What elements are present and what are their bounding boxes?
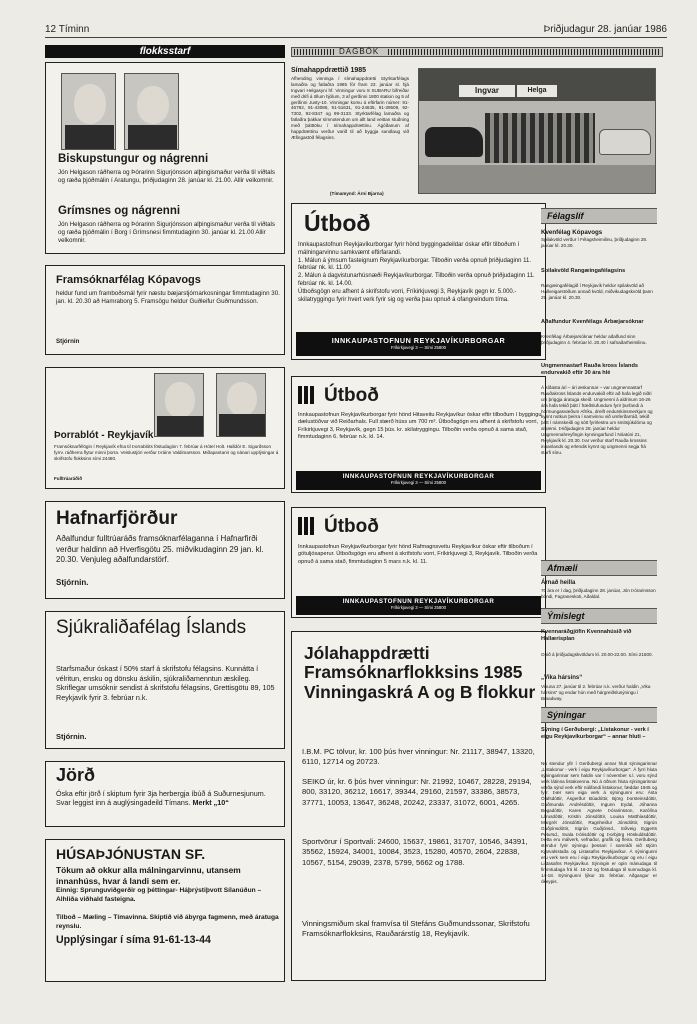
notice-husathjonustan (45, 839, 285, 982)
notice-signature: Stjórnin. (56, 578, 89, 587)
ad-body: Innkaupastofnun Reykjavíkurborgar fyrir hönd byggingadeildar óskar eftir tilboðum í málningarvinnu samkvæmt eftirfarandi. 1. Málun á ýmsum fasteignum Reykjavíkurborgar. Tilboðin verða opnuð þriðjudaginn 11. febrúar nk. kl. 11.00 2. Málun á dagvistunarhúsnæði Reykjavíkurborgar. Tilboðin verða opnuð þriðjudaginn 11. febrúar nk. kl. 14.00. Útboðsgögn eru afhent á skrifstofu vorri, Fríkirkjuvegi 3, Reykjavík gegn kr. 5.000.- skilatryggingu fyrir hvert verk fyrir sig og verða þau opnuð á ofangreindum tíma. (298, 242, 535, 303)
item-body: Nú stendur yfir í Gerðubergi annar hluti sýningarinnar „Listakonur - verk í eigu Reykjavíkurborgar“. Á fyrri hluta sýningarinnar sem haldin var í nóvember s.l. voru sýnd verk látinna listakvenna. Nú á öðrum hluta sýningarinnar verða sýnd verk eftir núlifandi listakonur, fæddar 1945 og fyrr. Þær sem eiga verk á sýningunni eru: Ásta Ólafsdóttir, Ásgerður Búadóttir, Björg Þorsteinsdóttir, Guðmunda Andrésdóttir, Ingunn Eydal, Jóhanna Bogadóttir, Karen Agnete Þórarinsson, Karólína Lárusdóttir, Kristín Jónsdóttir, Louisa Matthíasdóttir, Margrét Jónsdóttir, Ragnheiður Jónsdóttir, Sigrún Guðjónsdóttir, Sigrún Guðjónsd., Sólveig Eggerts Pétursd., Svala Þórisdóttir og Þorbjörg Höskuldsdóttir. Þetta eru málverk, vefnaður, grafík og fleira. Gerðuberg stendur fyrir sýningu þessari í samráði við stjórn Kjarvalsstaða og Listasafns Reykjavíkur. Á sýningunni eru verk sem eru í eigu Reykjavíkurborgar og eru í eigu Listasafns Reykjavíkur. Sýningin er opin mánudaga til fimmtudaga frá kl. 16-22 og föstudaga til sunnudaga kl. 14-18. Sýningunni lýkur 15. febrúar. Aðgangur er ókeypis. (541, 761, 657, 884)
car-shape (599, 129, 651, 155)
item-title: Árnað heilla (541, 580, 576, 586)
portrait-photo (216, 373, 266, 437)
notice-body: Aðalfundur fulltrúaráðs framsóknarfélaganna í Hafnarfirði verður haldinn að Hverfisgötu 25. miðvikudaginn 29 jan. kl. 20.30. Venjuleg aðalfundarstörf. (56, 534, 264, 565)
notice-sjukralidafelag (45, 611, 285, 749)
notice-title: HÚSAÞJÓNUSTAN SF. (56, 846, 206, 862)
flokksstarf-banner: flokksstarf (45, 45, 285, 58)
notice-thorrablot (45, 367, 285, 489)
item-title: Ungmennastarf Rauða kross Íslands endurvakið eftir 30 ára hlé (541, 363, 638, 376)
notice-body: Tökum að okkur alla málningarvinnu, utansem innanhúss, hvar á landi sem er. (56, 865, 241, 886)
item-body: Spilakvöld verður í Félagsheimilinu, þriðjudaginn 28. janúar kl. 20.30. (541, 237, 648, 248)
section-felagslif: Félagslíf (541, 208, 657, 224)
notice-body: Starfsmaður óskast í 50% starf á skrifstofu félagsins. Kunnátta í vélritun, ensku og dönsku áskilin, sjúkraliðamenntun æskileg. Skriflegar umsóknir sendist á skrifstofu félagsins, Grettisgötu 89, 105 Reykjavík fyrir 3. febrúar n.k. (56, 664, 275, 702)
item-body: Kvenfélag Árbæjarsóknar heldur aðalfund sinn þriðjudaginn 4. febrúar kl. 20.40 í safnaðarheimilinu. (541, 334, 647, 345)
prize-seiko: SEIKO úr, kr. 6 þús hver vinningur: Nr. 21992, 10467, 28228, 29194, 800, 33120, 36212, 16617, 39344, 29160, 21597, 33386, 38573, 37771, 10053, 13647, 36248, 20242, 23337, 31072, 6001, 4265. (302, 777, 532, 807)
dealer-sign: Helga (517, 85, 557, 97)
ad-body: Innkaupastofnun Reykjavíkurborgar fyrir hönd Rafmagnsveitu Reykjavíkur óskar eftir tilboðum í götuljósaperur. Útboðsgögn eru afhent á skrifstofu vorri, Fríkirkjuvegi 3, Reykjavík. Tilboðin verða opnuð á sama stað, fimmtudaginn 5 mars n.k. kl. 11. (298, 544, 538, 565)
notice-phone: Upplýsingar í síma 91-61-13-44 (56, 934, 211, 946)
notice-lines: Tilboð – Mæling – Tímavinna. Skiptið við ábyrga fagmenn, með áratuga reynslu. (56, 914, 279, 930)
notice-body: Jón Helgason ráðherra og Þórarinn Sigurjónsson alþingismaður verða til viðtals og ræða þjóðmálin í Aratungu, þriðjudaginn 28. janúar kl. 21.00. Allir velkomnir. (58, 169, 276, 185)
portrait-photo (61, 73, 116, 150)
notice-title: Jörð (56, 765, 96, 785)
issue-date: Þriðjudagur 28. janúar 1986 (543, 24, 667, 35)
car-shape (425, 127, 483, 157)
prize-ibm: I.B.M. PC tölvur, kr. 100 þús hver vinningur: Nr. 21117, 38947, 13320, 6110, 12714 og 20723. (302, 747, 535, 767)
section-afmaeli: Afmæli (541, 560, 657, 576)
reykjavik-crest-icon (298, 514, 320, 538)
people-group (485, 113, 595, 163)
notice-jord (45, 761, 285, 827)
innkaupastofnun-bar: INNKAUPASTOFNUN REYKJAVÍKURBORGAR Fríkirkjuvegi 3 — Sími 25800 (296, 596, 541, 615)
item-title: Sýning í Gerðubergi: „Listakonur - verk í eigu Reykjavíkurborgar“ – annar hluti – (541, 727, 649, 740)
notice-body: Framsóknarfélögin í Reykjavík efna til Þorrablóts föstudaginn 7. febrúar á Hótel Holt. Halldór E. Sigurðsson fyrrv. ráðherra flytur minni þorra. Veislustjóri verður Þráinn Valdimarsson. Miðapantanir og nánari upplýsingar á skrifstofu flokksins sími 24480. (54, 444, 279, 461)
suit-shape (128, 125, 177, 149)
car-dealership-photo (418, 68, 656, 194)
item-title: Kvennaráðgjöfin Kvennahúsið við Hallærisplan (541, 629, 632, 642)
jolahappdraetti-ad (291, 631, 546, 981)
header-rule (45, 37, 667, 38)
section-ymislegt: Ýmislegt (541, 608, 657, 624)
innkaupastofnun-bar: INNKAUPASTOFNUN REYKJAVÍKURBORGAR Fríkirkjuvegi 3 — Sími 25800 (296, 332, 541, 356)
ad-title: Útboð (324, 516, 379, 537)
ad-title: Jólahappdrætti Framsóknarflokksins 1985 Vinningaskrá A og B flokkur (304, 643, 536, 702)
notice-extra: Einnig: Sprunguviðgerðir og þéttingar- Háþrýstiþvott Sílanúðun – Alhliða viðhald fasteigna. (56, 887, 262, 903)
notice-title: Sjúkraliðafélag Íslands (56, 617, 247, 638)
utbod-ad-malningarvinna (291, 203, 546, 360)
prize-sportvorur: Sportvörur í Sportvali: 24600, 15637, 19861, 31707, 10546, 34391, 35562, 15924, 34001, 10084, 3523, 15280, 40570, 2604, 22838, 10567, 5154, 29039, 2378, 5799, 5662 og 1788. (302, 837, 528, 867)
utbod-ad-gotuljosaperur (291, 507, 546, 618)
innkaupastofnun-bar: INNKAUPASTOFNUN REYKJAVÍKURBORGAR Fríkirkjuvegi 3 — Sími 25800 (296, 471, 541, 490)
notice-title: Grímsnes og nágrenni (58, 205, 181, 217)
suit-shape (219, 414, 265, 436)
item-body: Opið á þriðjudagskvöldum kl. 20.00-22.00. Sími 21500. (541, 652, 653, 657)
notice-body: heldur fund um framboðsmál fyrir næstu bæjarstjórnarkosningar fimmtudaginn 30. jan. kl. 20.30 að Hamraborg 5. Framsögu heldur Guðleifur Guðmundsson. (56, 290, 280, 306)
simahappdraetti-body: Afhending vinninga í símahappdrætti Styrktarfélags lamaðra og fatlaðra 1985 fór fram 23. janúar sl. hjá Ingvari Helgasyni hf. Vinningur voru 8 SUBARU bifreiðar með drifi á öllum hjólum, 3 af gerðinni 1800 station og 5 af gerðinni Justy-10. Vinningar komu á eftirfarin númer: 91-46792, 91-43086, 91-51631, 91-24635, 91-39509, 92-7302, 92-8347 og 99-3133. Styrktarfélag lamaðra og fatlaðra þakkar símnotendum um allt land veittan stuðning með þátttöku í símahappdrættinu. Ágóðanum af happdrættinu verður varið til að byggja sundlaug við Æfingastöð félagsins. (291, 76, 409, 140)
dagbok-title: DAGBÓK (339, 47, 380, 56)
notice-title: Þorrablót - Reykjavík (54, 430, 154, 441)
portrait-photo (154, 373, 204, 437)
suit-shape (65, 125, 114, 149)
section-syningar: Sýningar (541, 707, 657, 723)
ad-title: Útboð (304, 210, 371, 236)
prize-instructions: Vinningsmiðum skal framvísa til Stefáns Guðmundssonar, Skrifstofu Framsóknarflokksins, Rauðarárstíg 18, Reykjavík. (302, 919, 530, 939)
notice-biskupstungur (45, 62, 285, 254)
notice-hafnarfjordur (45, 501, 285, 599)
item-title: Aðalfundur Kvenfélags Árbæjarsóknar (541, 319, 644, 325)
dealer-sign: Ingvar (459, 85, 515, 97)
reykjavik-crest-icon (298, 383, 320, 407)
item-body: Vikuna 27. janúar til 2. febrúar n.k. verður haldin „Vika hársins“ og endar hún með hárgreiðslusýningu í Broadway. (541, 684, 651, 701)
simahappdraetti-title: Símahappdrættið 1985 (291, 67, 367, 74)
page-number: 12 Tíminn (45, 24, 90, 35)
photo-credit: (Tímamynd: Árni Bjarna) (330, 191, 384, 196)
ad-body: Innkaupastofnun Reykjavíkurborgar fyrir hönd Hitaveitu Reykjavíkur óskar eftir tilboðum í byggingu dælustöðvar við Reiðarhals. Full stærð húss um 700 m³. Útboðsgögn eru afhent á skrifstofu vorri, Fríkirkjuvegi 3, Reykjavík, gegn 15 þús. kr. skilatryggingu. Tilboðin verða opnuð á sama stað, fimmtudaginn 6. febrúar n.k. kl. 14. (298, 412, 542, 440)
face-shape (137, 86, 169, 124)
item-title: Spilakvöld Rangæingafélagsins (541, 268, 626, 274)
dagbok-banner (291, 47, 663, 57)
suit-shape (157, 416, 203, 436)
item-title: „Vika hársins“ (541, 675, 583, 681)
notice-kopavogur (45, 265, 285, 355)
portrait-photo (124, 73, 179, 150)
utbod-ad-daelustod (291, 376, 546, 493)
notice-signature: Fulltrúaráðið (54, 476, 83, 481)
face-shape (74, 84, 106, 124)
banner-stripes (294, 49, 334, 55)
notice-title: Framsóknarfélag Kópavogs (56, 274, 201, 286)
item-title: Kvenfélag Kópavogs (541, 229, 603, 236)
notice-body: Jón Helgason ráðherra og Þórarinn Sigurjónsson alþingismaður verða til viðtals og ræða þjóðmálin í Borg í Grímsnesi fimmtudaginn 30. janúar kl. 21.00 Allir velkomnir. (58, 221, 276, 245)
item-body: Rangæingafélagið í Reykjavík heldur spilakvöld að Hallveigarstöðum annað kvöld, miðvikudagskvöld þann 29. janúar kl. 20.30. (541, 283, 653, 300)
banner-stripes (388, 49, 660, 55)
notice-title: Biskupstungur og nágrenni (58, 153, 209, 165)
notice-title: Hafnarfjörður (56, 508, 178, 529)
notice-body: Óska eftir jörð í skiptum fyrir 3ja herbergja íbúð á Suðurnesjunum. Svar leggist inn á auglýsingadeild Tímans. Merkt „10“ (56, 789, 266, 808)
floor-shape (419, 165, 656, 194)
ad-title: Útboð (324, 385, 379, 406)
notice-signature: Stjórnin. (56, 732, 87, 741)
face-shape (227, 382, 257, 416)
item-body: Á síðasta ári – ári æskunnar – var ungmennastarf Rauðakross Íslands endurvakið eftir að hafa legið niðri um þriggja áratuga skeið. Ungmenni á aldrinum 16-26 ára hafa tekið þátt í fræðslufundum fyrir þurfandi á hörmungasvæðum Afríku, dreift endurskinsmerkjum og kynnt notkun þeirra í samvinnu við umferðarráð, tekið þátt í námskeiði og sótt fyrirlestra um smitsjúkdóma og alnæmi. Þriðjudaginn 28. janúar heldur Ungmennahreyfingin kynningarfund í Nóatúni 21, Reykjavík kl. 20.30. Þar verður starf Rauða krossins innanlands og erlendis kynnt og ungmenni segja frá starfi sínu. (541, 385, 653, 455)
face-shape (165, 382, 195, 418)
item-body: 70 ára er í dag, þriðjudaginn 28. janúar, Jón Þórarinsson bóndi, Fagraneskoti, Aðaldal. (541, 588, 656, 599)
notice-signature: Stjórnin (56, 338, 80, 345)
